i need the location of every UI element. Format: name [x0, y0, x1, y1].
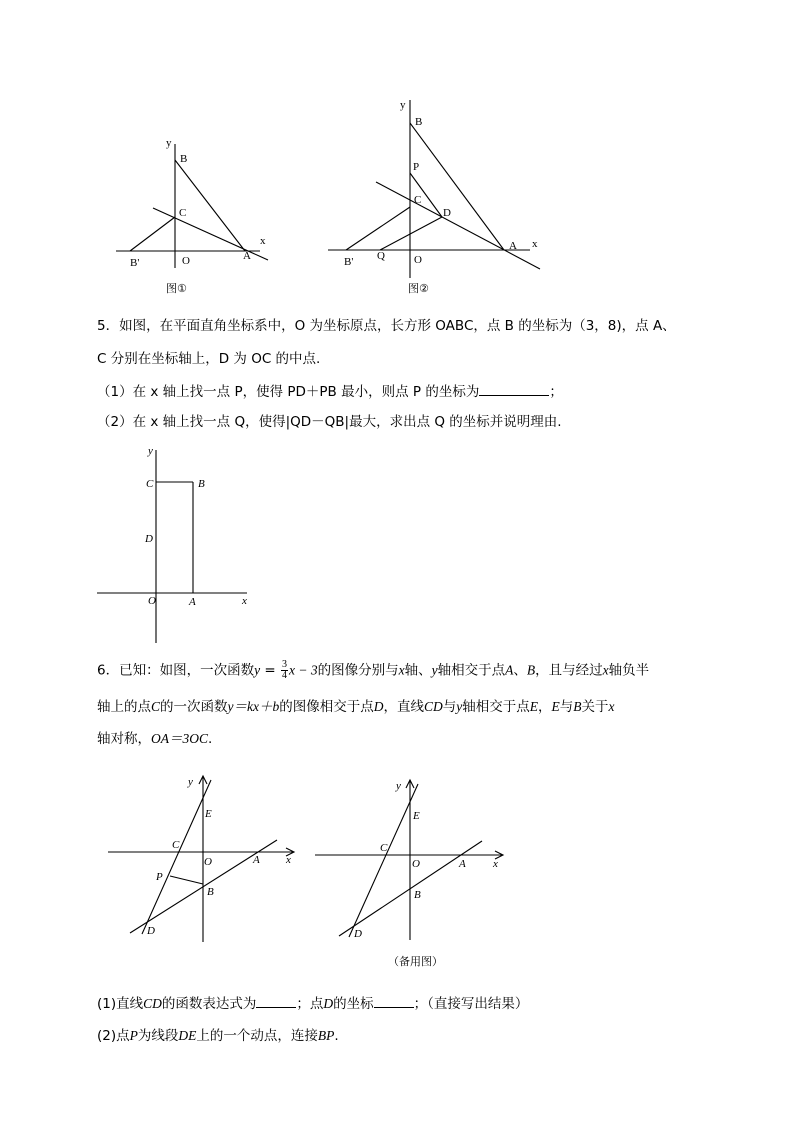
problem6-figure-left — [100, 770, 310, 950]
svg-text:D: D — [354, 928, 362, 940]
problem6-figure-right — [310, 775, 510, 970]
svg-text:x: x — [260, 235, 266, 247]
svg-text:O: O — [204, 856, 212, 868]
svg-text:B': B' — [130, 257, 140, 269]
svg-text:D: D — [147, 925, 155, 937]
problem6-question2: (2)点P为线段DE上的一个动点，连接BP. — [97, 1028, 339, 1044]
svg-text:y: y — [400, 99, 406, 111]
svg-text:O: O — [148, 595, 156, 607]
fraction: $\frac{3}{4}$ — [282, 659, 287, 681]
answer-blank[interactable] — [479, 381, 549, 396]
figure-1 — [110, 130, 280, 300]
problem5-question2: （2）在 x 轴上找一点 Q，使得|QD－QB|最大，求出点 Q 的坐标并说明理由. — [97, 414, 562, 430]
answer-blank-expression[interactable] — [256, 993, 296, 1008]
svg-text:A: A — [459, 858, 466, 870]
figure-2 — [320, 95, 550, 300]
svg-text:x: x — [493, 858, 498, 870]
problem6-line1: 6．已知：如图，一次函数y = $\frac{3}{4}$ x − 3的图像分别与x轴、y轴相交于点A、B，且与经过x轴负半 — [97, 659, 650, 681]
svg-text:A: A — [253, 854, 260, 866]
svg-text:C: C — [414, 194, 422, 206]
problem6-line3: 轴对称，OA＝3OC. — [97, 731, 213, 747]
svg-text:A: A — [189, 596, 196, 608]
svg-text:x: x — [242, 595, 247, 607]
svg-text:P: P — [413, 161, 420, 173]
svg-text:y: y — [188, 776, 193, 788]
svg-text:x: x — [286, 854, 291, 866]
svg-text:E: E — [205, 808, 212, 820]
svg-text:x: x — [532, 238, 538, 250]
svg-text:C: C — [172, 839, 180, 851]
svg-text:y: y — [166, 137, 172, 149]
svg-text:B: B — [180, 153, 188, 165]
svg-text:D: D — [443, 207, 451, 219]
svg-text:C: C — [146, 478, 154, 490]
problem6-line2: 轴上的点C的一次函数y＝kx＋b的图像相交于点D，直线CD与y轴相交于点E，E与B关于x — [97, 699, 615, 715]
answer-blank-coordinate[interactable] — [374, 993, 414, 1008]
problem6-question1: (1)直线CD的函数表达式为 ；点D的坐标 ；（直接写出结果） — [97, 993, 528, 1014]
svg-text:Q: Q — [377, 250, 385, 262]
svg-text:y: y — [396, 780, 401, 792]
svg-text:C: C — [179, 207, 187, 219]
svg-text:E: E — [413, 810, 420, 822]
svg-text:图②: 图② — [408, 282, 429, 295]
svg-text:A: A — [243, 250, 251, 262]
svg-text:O: O — [412, 858, 420, 870]
svg-text:（备用图）: （备用图） — [388, 955, 443, 968]
svg-text:B: B — [414, 889, 421, 901]
svg-text:D: D — [145, 533, 153, 545]
problem5-question1 — [97, 381, 563, 402]
problem5-line1: 5．如图，在平面直角坐标系中，O 为坐标原点，长方形 OABC，点 B 的坐标为（3，8)，点 A、 — [97, 318, 676, 334]
svg-text:B: B — [415, 116, 423, 128]
problem5-figure — [95, 440, 260, 645]
svg-text:P: P — [156, 871, 163, 883]
svg-text:O: O — [414, 254, 422, 266]
q1-prefix: （1）在 x 轴上找一点 P，使得 PD＋PB 最小，则点 P 的坐标为 — [97, 384, 480, 400]
svg-text:C: C — [380, 842, 388, 854]
svg-text:y: y — [148, 445, 153, 457]
svg-text:A: A — [509, 240, 517, 252]
svg-text:图①: 图① — [166, 282, 187, 295]
svg-text:B: B — [207, 886, 214, 898]
svg-text:B: B — [198, 478, 205, 490]
problem5-line2: C 分别在坐标轴上，D 为 OC 的中点. — [97, 351, 321, 367]
q1-suffix: ； — [549, 384, 563, 400]
svg-text:O: O — [182, 255, 190, 267]
svg-text:B': B' — [344, 256, 354, 268]
